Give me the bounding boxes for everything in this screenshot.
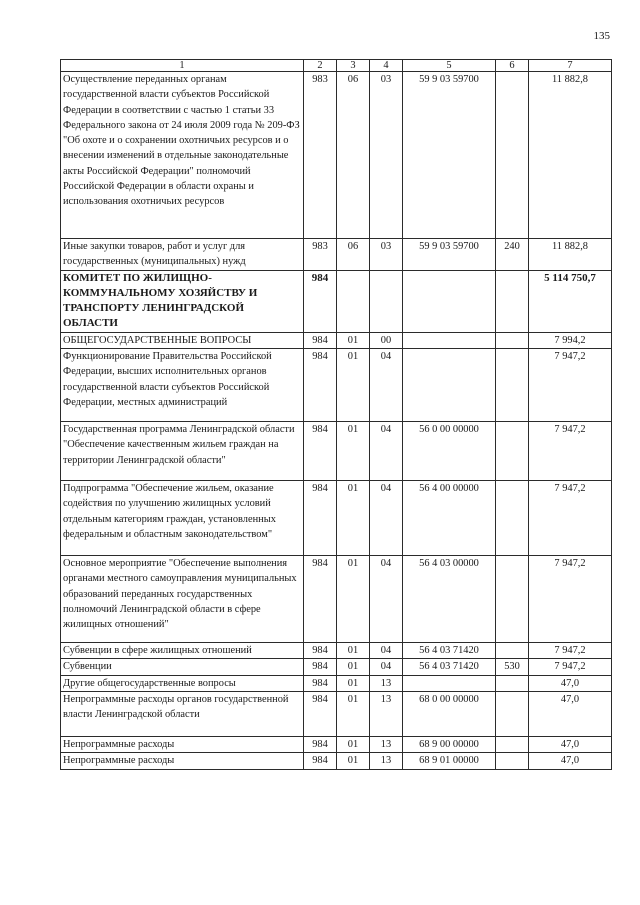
row-admin-code: 984: [304, 643, 337, 659]
table-row: [61, 481, 612, 556]
row-admin-code: 984: [304, 736, 337, 752]
row-target-article: 56 4 03 71420: [403, 643, 496, 659]
header-cell: 5: [403, 60, 496, 72]
row-amount: 47,0: [529, 736, 612, 752]
row-section: 01: [337, 753, 370, 769]
row-target-article: [403, 332, 496, 348]
row-subsection: 04: [370, 349, 403, 422]
row-subsection: 04: [370, 556, 403, 643]
row-target-article: 68 0 00 00000: [403, 691, 496, 736]
row-amount: 7 947,2: [529, 349, 612, 422]
table-row: [61, 556, 612, 643]
table-row: [61, 270, 612, 332]
row-amount: 5 114 750,7: [529, 270, 612, 332]
row-amount: 47,0: [529, 675, 612, 691]
row-subsection: 04: [370, 422, 403, 481]
row-section: 01: [337, 349, 370, 422]
row-subsection: 13: [370, 753, 403, 769]
row-subsection: 13: [370, 691, 403, 736]
row-amount: 7 994,2: [529, 332, 612, 348]
row-expense-type: [496, 643, 529, 659]
row-subsection: 03: [370, 72, 403, 239]
table-row: [61, 349, 612, 422]
header-cell: 1: [61, 60, 304, 72]
row-admin-code: 984: [304, 481, 337, 556]
row-target-article: 68 9 01 00000: [403, 753, 496, 769]
row-name: Основное мероприятие "Обеспечение выполнения органами местного самоуправления муниципальных образований переданных государственных полномочий Ленинградской области в сфере жилищных отношений": [61, 556, 304, 643]
row-amount: 7 947,2: [529, 556, 612, 643]
row-amount: 7 947,2: [529, 481, 612, 556]
row-admin-code: 984: [304, 349, 337, 422]
table-row: [61, 675, 612, 691]
row-admin-code: 984: [304, 422, 337, 481]
row-expense-type: [496, 270, 529, 332]
row-target-article: 59 9 03 59700: [403, 239, 496, 271]
row-admin-code: 984: [304, 556, 337, 643]
row-target-article: 59 9 03 59700: [403, 72, 496, 239]
row-section: 01: [337, 422, 370, 481]
row-target-article: 56 4 00 00000: [403, 481, 496, 556]
row-admin-code: 983: [304, 239, 337, 271]
table-row: [61, 332, 612, 348]
row-target-article: [403, 270, 496, 332]
row-name: Другие общегосударственные вопросы: [61, 675, 304, 691]
row-expense-type: [496, 736, 529, 752]
row-expense-type: [496, 675, 529, 691]
row-admin-code: 984: [304, 659, 337, 675]
row-expense-type: [496, 753, 529, 769]
row-amount: 47,0: [529, 691, 612, 736]
row-section: 01: [337, 736, 370, 752]
row-section: 01: [337, 556, 370, 643]
row-target-article: 68 9 00 00000: [403, 736, 496, 752]
row-expense-type: 240: [496, 239, 529, 271]
budget-table: [60, 59, 612, 770]
row-target-article: [403, 675, 496, 691]
header-cell: 2: [304, 60, 337, 72]
table-row: [61, 753, 612, 769]
row-target-article: 56 4 03 00000: [403, 556, 496, 643]
header-cell: 3: [337, 60, 370, 72]
row-expense-type: [496, 72, 529, 239]
header-cell: 4: [370, 60, 403, 72]
row-admin-code: 984: [304, 753, 337, 769]
row-subsection: 04: [370, 481, 403, 556]
row-name: Субвенции в сфере жилищных отношений: [61, 643, 304, 659]
row-section: 06: [337, 72, 370, 239]
row-section: [337, 270, 370, 332]
row-section: 01: [337, 332, 370, 348]
table-row: [61, 72, 612, 239]
row-admin-code: 983: [304, 72, 337, 239]
row-name: Непрограммные расходы органов государственной власти Ленинградской области: [61, 691, 304, 736]
table-row: [61, 239, 612, 271]
row-subsection: [370, 270, 403, 332]
row-amount: 47,0: [529, 753, 612, 769]
row-amount: 11 882,8: [529, 72, 612, 239]
table-header-row: [61, 60, 612, 72]
row-name: Осуществление переданных органам государственной власти субъектов Российской Федерации в соответствии с частью 1 статьи 33 Федерального закона от 24 июля 2009 года № 209-ФЗ "Об охоте и о сохранении охотничьих ресурсов и о внесении изменений в отдельные законодательные акты Российской Федерации" полномочий Российской Федерации в области охраны и использования охотничьих ресурсов: [61, 72, 304, 239]
table-row: [61, 736, 612, 752]
row-name: Иные закупки товаров, работ и услуг для государственных (муниципальных) нужд: [61, 239, 304, 271]
row-name: ОБЩЕГОСУДАРСТВЕННЫЕ ВОПРОСЫ: [61, 332, 304, 348]
row-subsection: 13: [370, 675, 403, 691]
row-name: Субвенции: [61, 659, 304, 675]
row-subsection: 03: [370, 239, 403, 271]
row-expense-type: [496, 332, 529, 348]
row-name: КОМИТЕТ ПО ЖИЛИЩНО-КОММУНАЛЬНОМУ ХОЗЯЙСТВУ И ТРАНСПОРТУ ЛЕНИНГРАДСКОЙ ОБЛАСТИ: [61, 270, 304, 332]
row-amount: 11 882,8: [529, 239, 612, 271]
header-cell: 6: [496, 60, 529, 72]
row-admin-code: 984: [304, 675, 337, 691]
row-subsection: 00: [370, 332, 403, 348]
row-expense-type: [496, 349, 529, 422]
row-target-article: 56 4 03 71420: [403, 659, 496, 675]
row-expense-type: 530: [496, 659, 529, 675]
row-amount: 7 947,2: [529, 422, 612, 481]
row-section: 01: [337, 659, 370, 675]
row-section: 01: [337, 643, 370, 659]
header-cell: 7: [529, 60, 612, 72]
table-row: [61, 422, 612, 481]
row-section: 01: [337, 481, 370, 556]
table-row: [61, 659, 612, 675]
row-target-article: [403, 349, 496, 422]
row-name: Государственная программа Ленинградской области "Обеспечение качественным жильем граждан на территории Ленинградской области": [61, 422, 304, 481]
row-name: Подпрограмма "Обеспечение жильем, оказание содействия по улучшению жилищных условий отдельным категориям граждан, установленных федеральным и областным законодательством": [61, 481, 304, 556]
row-name: Непрограммные расходы: [61, 753, 304, 769]
page-number: 135: [593, 30, 610, 42]
row-name: Функционирование Правительства Российской Федерации, высших исполнительных органов государственной власти субъектов Российской Федерации, местных администраций: [61, 349, 304, 422]
table-row: [61, 691, 612, 736]
row-expense-type: [496, 422, 529, 481]
row-expense-type: [496, 481, 529, 556]
row-admin-code: 984: [304, 691, 337, 736]
row-amount: 7 947,2: [529, 659, 612, 675]
row-subsection: 04: [370, 643, 403, 659]
row-target-article: 56 0 00 00000: [403, 422, 496, 481]
row-admin-code: 984: [304, 270, 337, 332]
row-amount: 7 947,2: [529, 643, 612, 659]
row-section: 06: [337, 239, 370, 271]
row-subsection: 04: [370, 659, 403, 675]
row-subsection: 13: [370, 736, 403, 752]
row-admin-code: 984: [304, 332, 337, 348]
row-section: 01: [337, 691, 370, 736]
row-section: 01: [337, 675, 370, 691]
row-name: Непрограммные расходы: [61, 736, 304, 752]
row-expense-type: [496, 556, 529, 643]
row-expense-type: [496, 691, 529, 736]
table-row: [61, 643, 612, 659]
